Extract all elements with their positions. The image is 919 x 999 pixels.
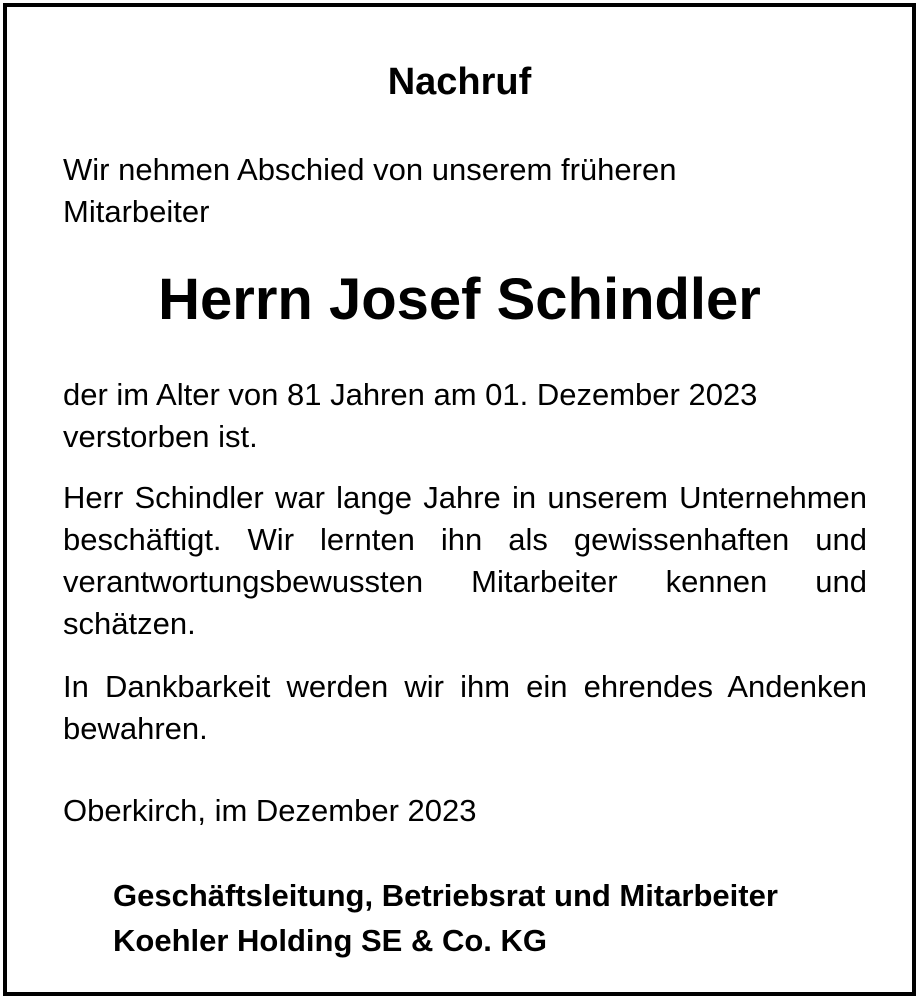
deceased-name: Herrn Josef Schindler — [158, 267, 761, 332]
career-paragraph: Herr Schindler war lange Jahre in unserem Unternehmen beschäftigt. Wir lernten ihn als gewissenhaften und verantwortungsbewussten Mitarbeiter kennen und schätzen. — [63, 480, 867, 641]
obituary-frame — [3, 3, 916, 996]
signature-line-2: Koehler Holding SE & Co. KG — [113, 923, 548, 958]
obituary-heading: Nachruf — [387, 61, 532, 103]
gratitude-paragraph: In Dankbarkeit werden wir ihm ein ehrendes Andenken bewahren. — [63, 669, 867, 746]
signature-block — [113, 873, 778, 963]
intro-text: Wir nehmen Abschied von unserem früheren Mitarbeiter — [63, 152, 677, 229]
place-date: Oberkirch, im Dezember 2023 — [63, 793, 477, 828]
death-info-paragraph: der im Alter von 81 Jahren am 01. Dezember 2023 verstorben ist. — [63, 377, 758, 454]
signature-line-1: Geschäftsleitung, Betriebsrat und Mitarbeiter — [113, 878, 778, 913]
